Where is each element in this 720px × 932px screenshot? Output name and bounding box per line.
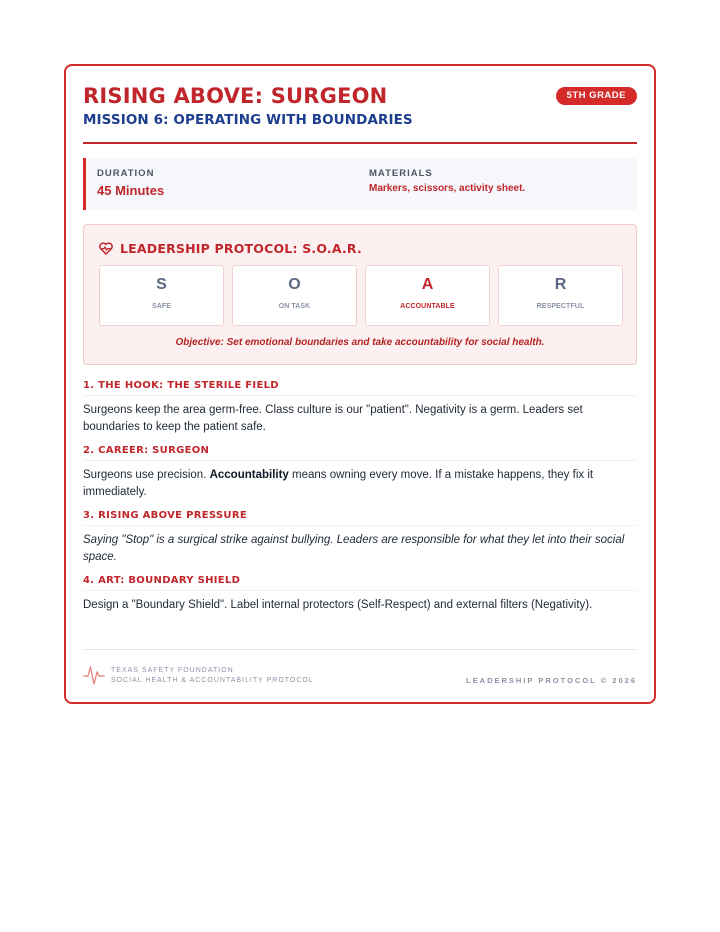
heart-pulse-icon	[99, 242, 113, 255]
duration-label: DURATION	[97, 168, 155, 179]
lesson-sections	[83, 380, 637, 623]
duration-block	[97, 168, 164, 198]
section-title: 1. THE HOOK: THE STERILE FIELD	[83, 380, 637, 396]
soar-word: SAFE	[151, 303, 172, 310]
lesson-card	[64, 64, 656, 704]
section-body: Design a "Boundary Shield". Label internal protectors (Self-Respect) and external filters (Negativity).	[83, 599, 593, 611]
footer-organization	[111, 666, 314, 686]
soar-cards	[99, 265, 623, 326]
section-title: 4. ART: BOUNDARY SHIELD	[83, 575, 637, 591]
soar-card-safe	[99, 265, 224, 326]
soar-letter: S	[156, 276, 167, 293]
protocol-heading	[99, 240, 362, 256]
footer-divider	[83, 649, 637, 650]
section-body	[83, 467, 637, 501]
meta-panel	[83, 158, 637, 210]
materials-label: MATERIALS	[369, 168, 433, 179]
soar-word: ON TASK	[278, 303, 311, 310]
footer-copyright: LEADERSHIP PROTOCOL © 2026	[466, 676, 637, 685]
section-body: Surgeons keep the area germ-free. Class culture is our "patient". Negativity is a germ. Leaders set boundaries to keep the patient safe.	[83, 404, 583, 433]
footer-org-tagline: SOCIAL HEALTH & ACCOUNTABILITY PROTOCOL	[111, 677, 314, 684]
footer-org-name: TEXAS SAFETY FOUNDATION	[111, 667, 234, 674]
duration-value: 45 Minutes	[97, 183, 165, 198]
materials-block	[369, 168, 525, 194]
soar-card-accountable	[365, 265, 490, 326]
soar-letter: R	[554, 276, 567, 293]
leadership-protocol-panel	[83, 224, 637, 365]
page-title: RISING ABOVE: SURGEON	[83, 84, 388, 108]
grade-badge: 5TH GRADE	[556, 87, 637, 105]
materials-value: Markers, scissors, activity sheet.	[369, 183, 526, 194]
objective-text: Objective: Set emotional boundaries and take accountability for social health.	[175, 337, 545, 348]
soar-card-respectful	[498, 265, 623, 326]
header-divider	[83, 142, 637, 144]
section-art	[83, 575, 637, 614]
soar-word: ACCOUNTABLE	[400, 303, 455, 310]
soar-card-on-task	[232, 265, 357, 326]
section-body-text: Surgeons use precision.	[83, 469, 210, 481]
soar-letter: O	[288, 276, 301, 293]
section-pressure	[83, 510, 637, 566]
header	[83, 84, 637, 128]
accountability-term: Accountability	[209, 469, 289, 481]
section-body: Saying "Stop" is a surgical strike against bullying. Leaders are responsible for what they let into their social space.	[83, 534, 625, 563]
section-body-text: means owning every move. If a mistake happens, they fix it immediately.	[83, 469, 594, 498]
section-hook	[83, 380, 637, 436]
protocol-title: LEADERSHIP PROTOCOL: S.O.A.R.	[120, 240, 362, 256]
soar-letter: A	[421, 276, 434, 293]
soar-word: RESPECTFUL	[536, 303, 585, 310]
pulse-line-icon	[83, 664, 105, 691]
section-title: 2. CAREER: SURGEON	[83, 445, 637, 461]
section-title: 3. RISING ABOVE PRESSURE	[83, 510, 637, 526]
section-career	[83, 445, 637, 501]
mission-subtitle: MISSION 6: OPERATING WITH BOUNDARIES	[83, 112, 413, 128]
